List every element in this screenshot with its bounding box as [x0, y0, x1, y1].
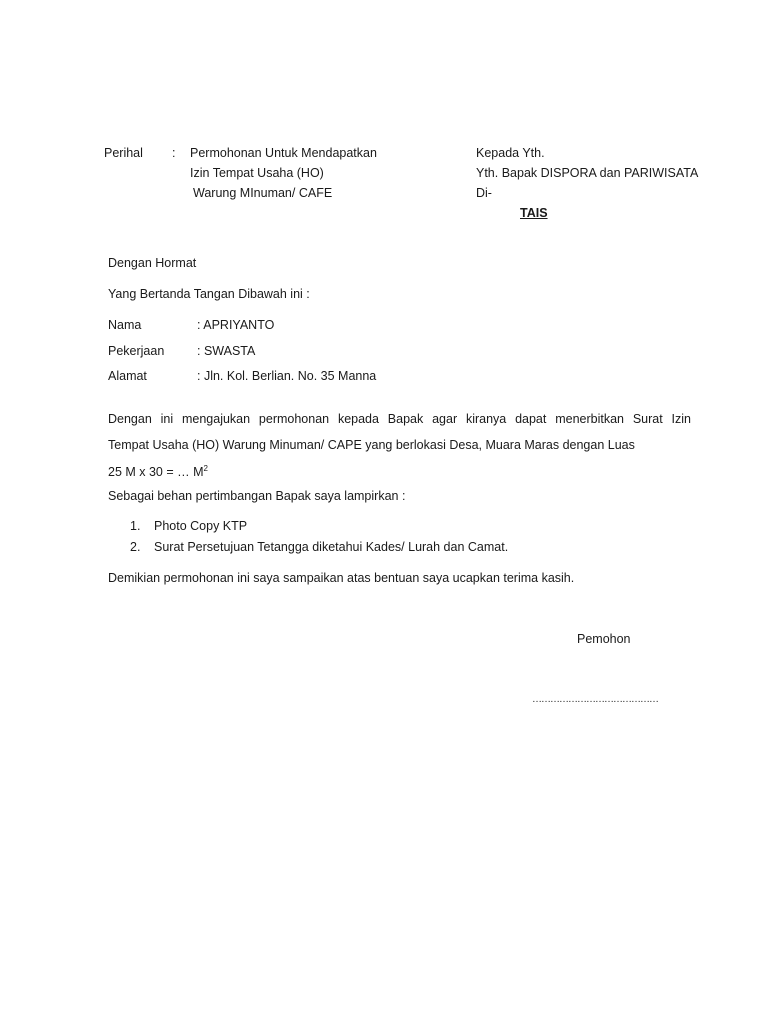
subject-line-2: Izin Tempat Usaha (HO): [190, 166, 324, 180]
body-line-2: Tempat Usaha (HO) Warung Minuman/ CAPE yang berlokasi Desa, Muara Maras dengan Luas: [108, 438, 635, 452]
perihal-label: Perihal: [104, 146, 143, 160]
recipient-line-2: Yth. Bapak DISPORA dan PARIWISATA: [476, 166, 699, 180]
attachment-number: 2.: [130, 540, 141, 554]
attachment-number: 1.: [130, 519, 141, 533]
attachment-item: [130, 519, 247, 533]
area-line: [108, 464, 208, 479]
attachment-text: Photo Copy KTP: [154, 519, 248, 533]
recipient-place: TAIS: [520, 206, 548, 220]
signature-label: Pemohon: [577, 632, 631, 646]
identity-value-alamat: : Jln. Kol. Berlian. No. 35 Manna: [197, 369, 377, 383]
subject-line-1: Permohonan Untuk Mendapatkan: [190, 146, 377, 160]
signature-line: ……………………………………: [532, 694, 658, 705]
identity-value-nama: : APRIYANTO: [197, 318, 275, 332]
perihal-colon: :: [172, 146, 176, 160]
recipient-line-3: Di-: [476, 186, 492, 200]
identity-value-pekerjaan: : SWASTA: [197, 344, 256, 358]
recipient-line-1: Kepada Yth.: [476, 146, 545, 160]
closing-text: Demikian permohonan ini saya sampaikan atas bentuan saya ucapkan terima kasih.: [108, 571, 575, 585]
area-superscript: 2: [203, 464, 208, 473]
intro-text: Yang Bertanda Tangan Dibawah ini :: [108, 287, 310, 301]
identity-label-nama: Nama: [108, 318, 142, 332]
attachment-text: Surat Persetujuan Tetangga diketahui Kades/ Lurah dan Camat.: [154, 540, 509, 554]
subject-line-3: Warung MInuman/ CAFE: [193, 186, 333, 200]
area-text: 25 M x 30 = … M: [108, 465, 204, 480]
attachment-item: [130, 540, 508, 554]
identity-label-pekerjaan: Pekerjaan: [108, 344, 165, 358]
identity-label-alamat: Alamat: [108, 369, 147, 383]
attachments-intro: Sebagai behan pertimbangan Bapak saya lampirkan :: [108, 489, 406, 503]
body-line-1: Dengan ini mengajukan permohonan kepada Bapak agar kiranya dapat menerbitkan Surat Izin: [108, 412, 691, 426]
greeting: Dengan Hormat: [108, 256, 197, 270]
